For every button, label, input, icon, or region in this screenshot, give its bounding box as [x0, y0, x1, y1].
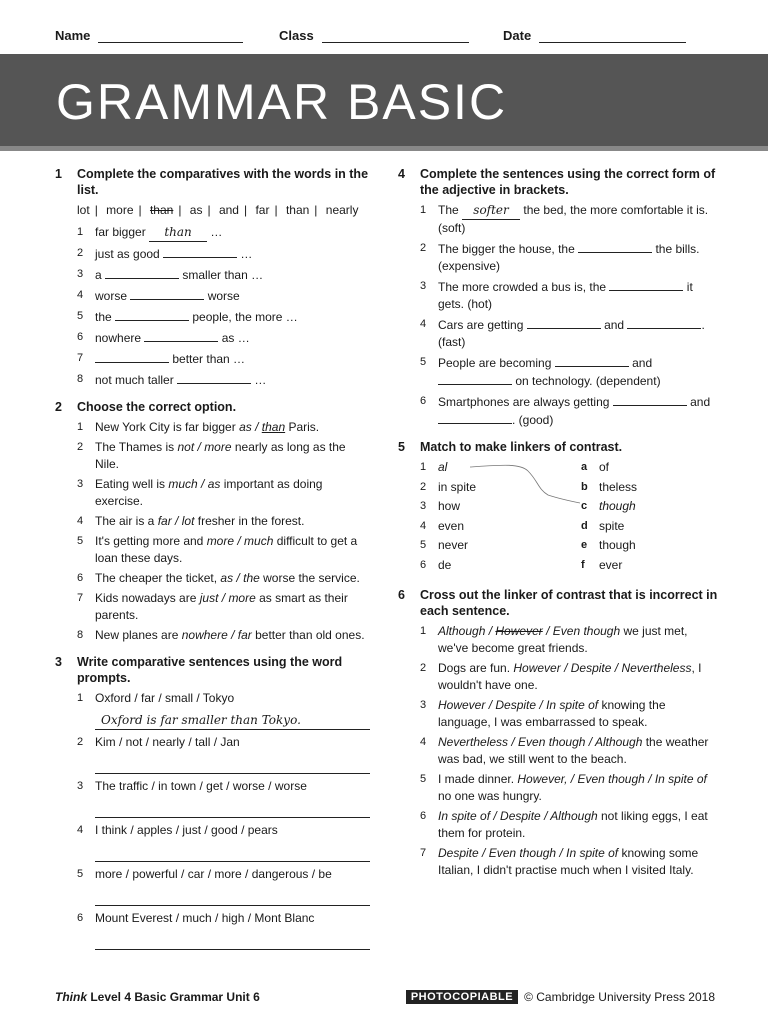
- list-item: 4 I think / apples / just / good / pears: [77, 822, 370, 862]
- left-column: [55, 166, 370, 960]
- option[interactable]: as: [207, 477, 221, 491]
- title-banner: [0, 54, 768, 151]
- option[interactable]: not: [177, 440, 195, 454]
- word: nearly: [325, 203, 359, 217]
- answer-blank[interactable]: [95, 350, 169, 363]
- exercise-number: 2: [55, 400, 62, 414]
- list-item: 2 The bigger the house, the the bills. (expensive): [420, 242, 700, 273]
- right-column: [398, 166, 718, 889]
- list-item: 5 It's getting more and more / much difficult to get a loan these days.: [77, 534, 358, 565]
- match-row: 5 never e though: [420, 538, 636, 553]
- list-item: 7 Kids nowadays are just / more as smart as their parents.: [77, 591, 348, 622]
- date-label: Date: [503, 28, 532, 43]
- word-bank: lot | more | than | as | and | far | than | nearly: [77, 203, 359, 217]
- list-item: 1 Oxford / far / small / Tokyo Oxford is far smaller than Tokyo.: [77, 690, 370, 730]
- exercise-number: 5: [398, 440, 405, 454]
- list-item: 2 just as good …: [77, 247, 253, 261]
- header-fields: [55, 28, 715, 48]
- list-item: 5 I made dinner. However, / Even though / In spite of no one was hungry.: [420, 772, 707, 803]
- answer-blank[interactable]: [144, 329, 218, 342]
- list-item: 1 New York City is far bigger as / than Paris.: [77, 420, 320, 434]
- option-selected[interactable]: than: [261, 420, 286, 434]
- answer-line[interactable]: [95, 799, 370, 818]
- list-item: 1 far bigger than …: [77, 224, 370, 242]
- option[interactable]: just: [199, 591, 219, 605]
- list-item: 2 The Thames is not / more nearly as long as the Nile.: [77, 440, 346, 471]
- class-field[interactable]: [279, 28, 469, 43]
- answer-blank[interactable]: [578, 240, 652, 253]
- exercise-4: [398, 166, 718, 429]
- answer-blank[interactable]: [438, 372, 512, 385]
- list-item: 3 However / Despite / In spite of knowing the language, I was embarrassed to speak.: [420, 698, 666, 729]
- answer-blank[interactable]: [613, 393, 687, 406]
- photocopiable-badge: PHOTOCOPIABLE: [406, 990, 518, 1004]
- option[interactable]: the: [243, 571, 260, 585]
- word: as: [189, 203, 203, 217]
- option-crossed[interactable]: However: [495, 624, 543, 638]
- word-crossed: than: [149, 203, 174, 217]
- list-item: 6 Mount Everest / much / high / Mont Blanc: [77, 910, 370, 950]
- option[interactable]: In spite of: [546, 698, 599, 712]
- match-row: 2 in spite b theless: [420, 479, 638, 494]
- option[interactable]: Although: [595, 735, 643, 749]
- option[interactable]: Despite: [438, 846, 479, 860]
- exercise-instruction: Complete the comparatives with the words in the list.: [77, 167, 369, 197]
- word: than: [285, 203, 310, 217]
- match-row: 6 de f ever: [420, 558, 623, 572]
- option[interactable]: Despite: [500, 809, 541, 823]
- word: more: [106, 203, 134, 217]
- list-item: 8 New planes are nowhere / far better than old ones.: [77, 628, 365, 642]
- answer-blank[interactable]: [177, 371, 251, 384]
- exercise-2: [55, 399, 370, 644]
- answer-blank[interactable]: [609, 278, 683, 291]
- option[interactable]: more: [206, 534, 235, 548]
- exercise-6: [398, 587, 718, 879]
- option[interactable]: However: [438, 698, 486, 712]
- answer-line[interactable]: [95, 843, 370, 862]
- answer-line[interactable]: [95, 755, 370, 774]
- option[interactable]: nowhere: [181, 628, 228, 642]
- option[interactable]: However,: [517, 772, 568, 786]
- list-item: 3 Eating well is much / as important as doing exercise.: [77, 477, 323, 508]
- class-line[interactable]: [322, 28, 469, 43]
- list-item: 5 the people, the more …: [77, 310, 298, 324]
- exercise-1: [55, 166, 370, 389]
- exercise-instruction: Cross out the linker of contrast that is incorrect in each sentence.: [420, 588, 718, 618]
- option[interactable]: Even though: [488, 846, 557, 860]
- match-row: 3 how c though: [420, 499, 636, 514]
- option[interactable]: Nevertheless: [621, 661, 692, 675]
- exercise-3: [55, 654, 370, 950]
- page-title: GRAMMAR BASIC: [56, 74, 508, 130]
- exercise-5: [398, 439, 718, 577]
- list-item: 4 The air is a far / lot fresher in the forest.: [77, 514, 305, 528]
- answer-blank[interactable]: than: [149, 224, 207, 242]
- option[interactable]: much: [244, 534, 274, 548]
- answer-blank[interactable]: softer: [462, 202, 520, 220]
- match-row: 4 even d spite: [420, 518, 625, 533]
- exercise-instruction: Complete the sentences using the correct form of the adjective in brackets.: [420, 167, 716, 197]
- list-item: 3 The traffic / in town / get / worse / worse: [77, 778, 370, 818]
- name-field[interactable]: [55, 28, 243, 43]
- list-item: 3 The more crowded a bus is, the it gets. (hot): [420, 280, 693, 311]
- date-field[interactable]: [503, 28, 686, 43]
- list-item: 8 not much taller …: [77, 373, 267, 387]
- exercise-instruction: Write comparative sentences using the word prompts.: [77, 655, 343, 685]
- answer-line[interactable]: Oxford is far smaller than Tokyo.: [95, 711, 370, 730]
- word: lot: [77, 203, 90, 217]
- option[interactable]: Despite: [570, 661, 612, 675]
- list-item: 6 In spite of / Despite / Although not liking eggs, I eat them for protein.: [420, 809, 708, 840]
- answer-blank[interactable]: [115, 308, 189, 321]
- name-line[interactable]: [98, 28, 243, 43]
- list-item: 6 nowhere as …: [77, 331, 250, 345]
- option[interactable]: more: [204, 440, 232, 454]
- name-label: Name: [55, 28, 91, 43]
- class-label: Class: [279, 28, 314, 43]
- answer-blank[interactable]: [555, 354, 629, 367]
- option[interactable]: Even though: [518, 735, 586, 749]
- exercise-number: 4: [398, 167, 405, 181]
- answer-blank[interactable]: [527, 316, 601, 329]
- list-item: 5 more / powerful / car / more / dangerous / be: [77, 866, 370, 906]
- option[interactable]: Nevertheless: [438, 735, 509, 749]
- list-item: 3 a smaller than …: [77, 268, 264, 282]
- exercise-number: 1: [55, 167, 62, 181]
- list-item: 6 Smartphones are always getting and . (good): [420, 395, 711, 427]
- option[interactable]: far: [157, 514, 172, 528]
- list-item: 2 Kim / not / nearly / tall / Jan: [77, 734, 370, 774]
- list-item: 4 Cars are getting and . (fast): [420, 318, 705, 349]
- answer-line[interactable]: [95, 931, 370, 950]
- answer-blank[interactable]: [627, 316, 701, 329]
- list-item: 4 Nevertheless / Even though / Although the weather was bad, we still went to the beach.: [420, 735, 709, 766]
- list-item: 1 Although / However / Even though we just met, we've become great friends.: [420, 624, 688, 655]
- option[interactable]: Despite: [495, 698, 537, 712]
- answer-blank[interactable]: [163, 245, 237, 258]
- exercise-instruction: Match to make linkers of contrast.: [420, 440, 623, 454]
- footer-copyright: PHOTOCOPIABLE © Cambridge University Press 2018: [406, 990, 715, 1004]
- list-item: 1 The softer the bed, the more comfortable it is. (soft): [420, 203, 709, 235]
- list-item: 5 People are becoming and on technology. (dependent): [420, 356, 661, 388]
- option[interactable]: Even though: [552, 624, 621, 638]
- word: far: [255, 203, 270, 217]
- option[interactable]: much: [168, 477, 198, 491]
- option[interactable]: In spite of: [654, 772, 707, 786]
- date-line[interactable]: [539, 28, 686, 43]
- exercise-number: 3: [55, 655, 62, 669]
- option[interactable]: However: [513, 661, 561, 675]
- answer-blank[interactable]: [130, 287, 204, 300]
- list-item: 2 Dogs are fun. However / Despite / Nevertheless, I wouldn't have one.: [420, 661, 702, 692]
- option[interactable]: as: [220, 571, 234, 585]
- option[interactable]: as: [239, 420, 252, 434]
- option[interactable]: lot: [181, 514, 195, 528]
- option[interactable]: Although: [550, 809, 598, 823]
- word: and: [218, 203, 239, 217]
- exercise-instruction: Choose the correct option.: [77, 400, 237, 414]
- list-item: 7 better than …: [77, 352, 246, 366]
- answer-blank[interactable]: [438, 411, 512, 424]
- list-item: 7 Despite / Even though / In spite of knowing some Italian, I didn't practise much when I visited Italy.: [420, 846, 699, 877]
- answer-blank[interactable]: [105, 266, 179, 279]
- option[interactable]: far: [237, 628, 252, 642]
- exercise-number: 6: [398, 588, 405, 602]
- answer-line[interactable]: [95, 887, 370, 906]
- option[interactable]: Even though: [577, 772, 645, 786]
- match-row: 1 al a of: [420, 460, 610, 474]
- list-item: 4 worse worse: [77, 289, 240, 303]
- option[interactable]: In spite of: [566, 846, 619, 860]
- option[interactable]: Although: [438, 624, 486, 638]
- list-item: 6 The cheaper the ticket, as / the worse the service.: [77, 571, 360, 585]
- option[interactable]: In spite of: [438, 809, 491, 823]
- footer-book-info: Think Level 4 Basic Grammar Unit 6: [55, 990, 260, 1004]
- option[interactable]: more: [228, 591, 256, 605]
- matching-grid: [420, 459, 718, 577]
